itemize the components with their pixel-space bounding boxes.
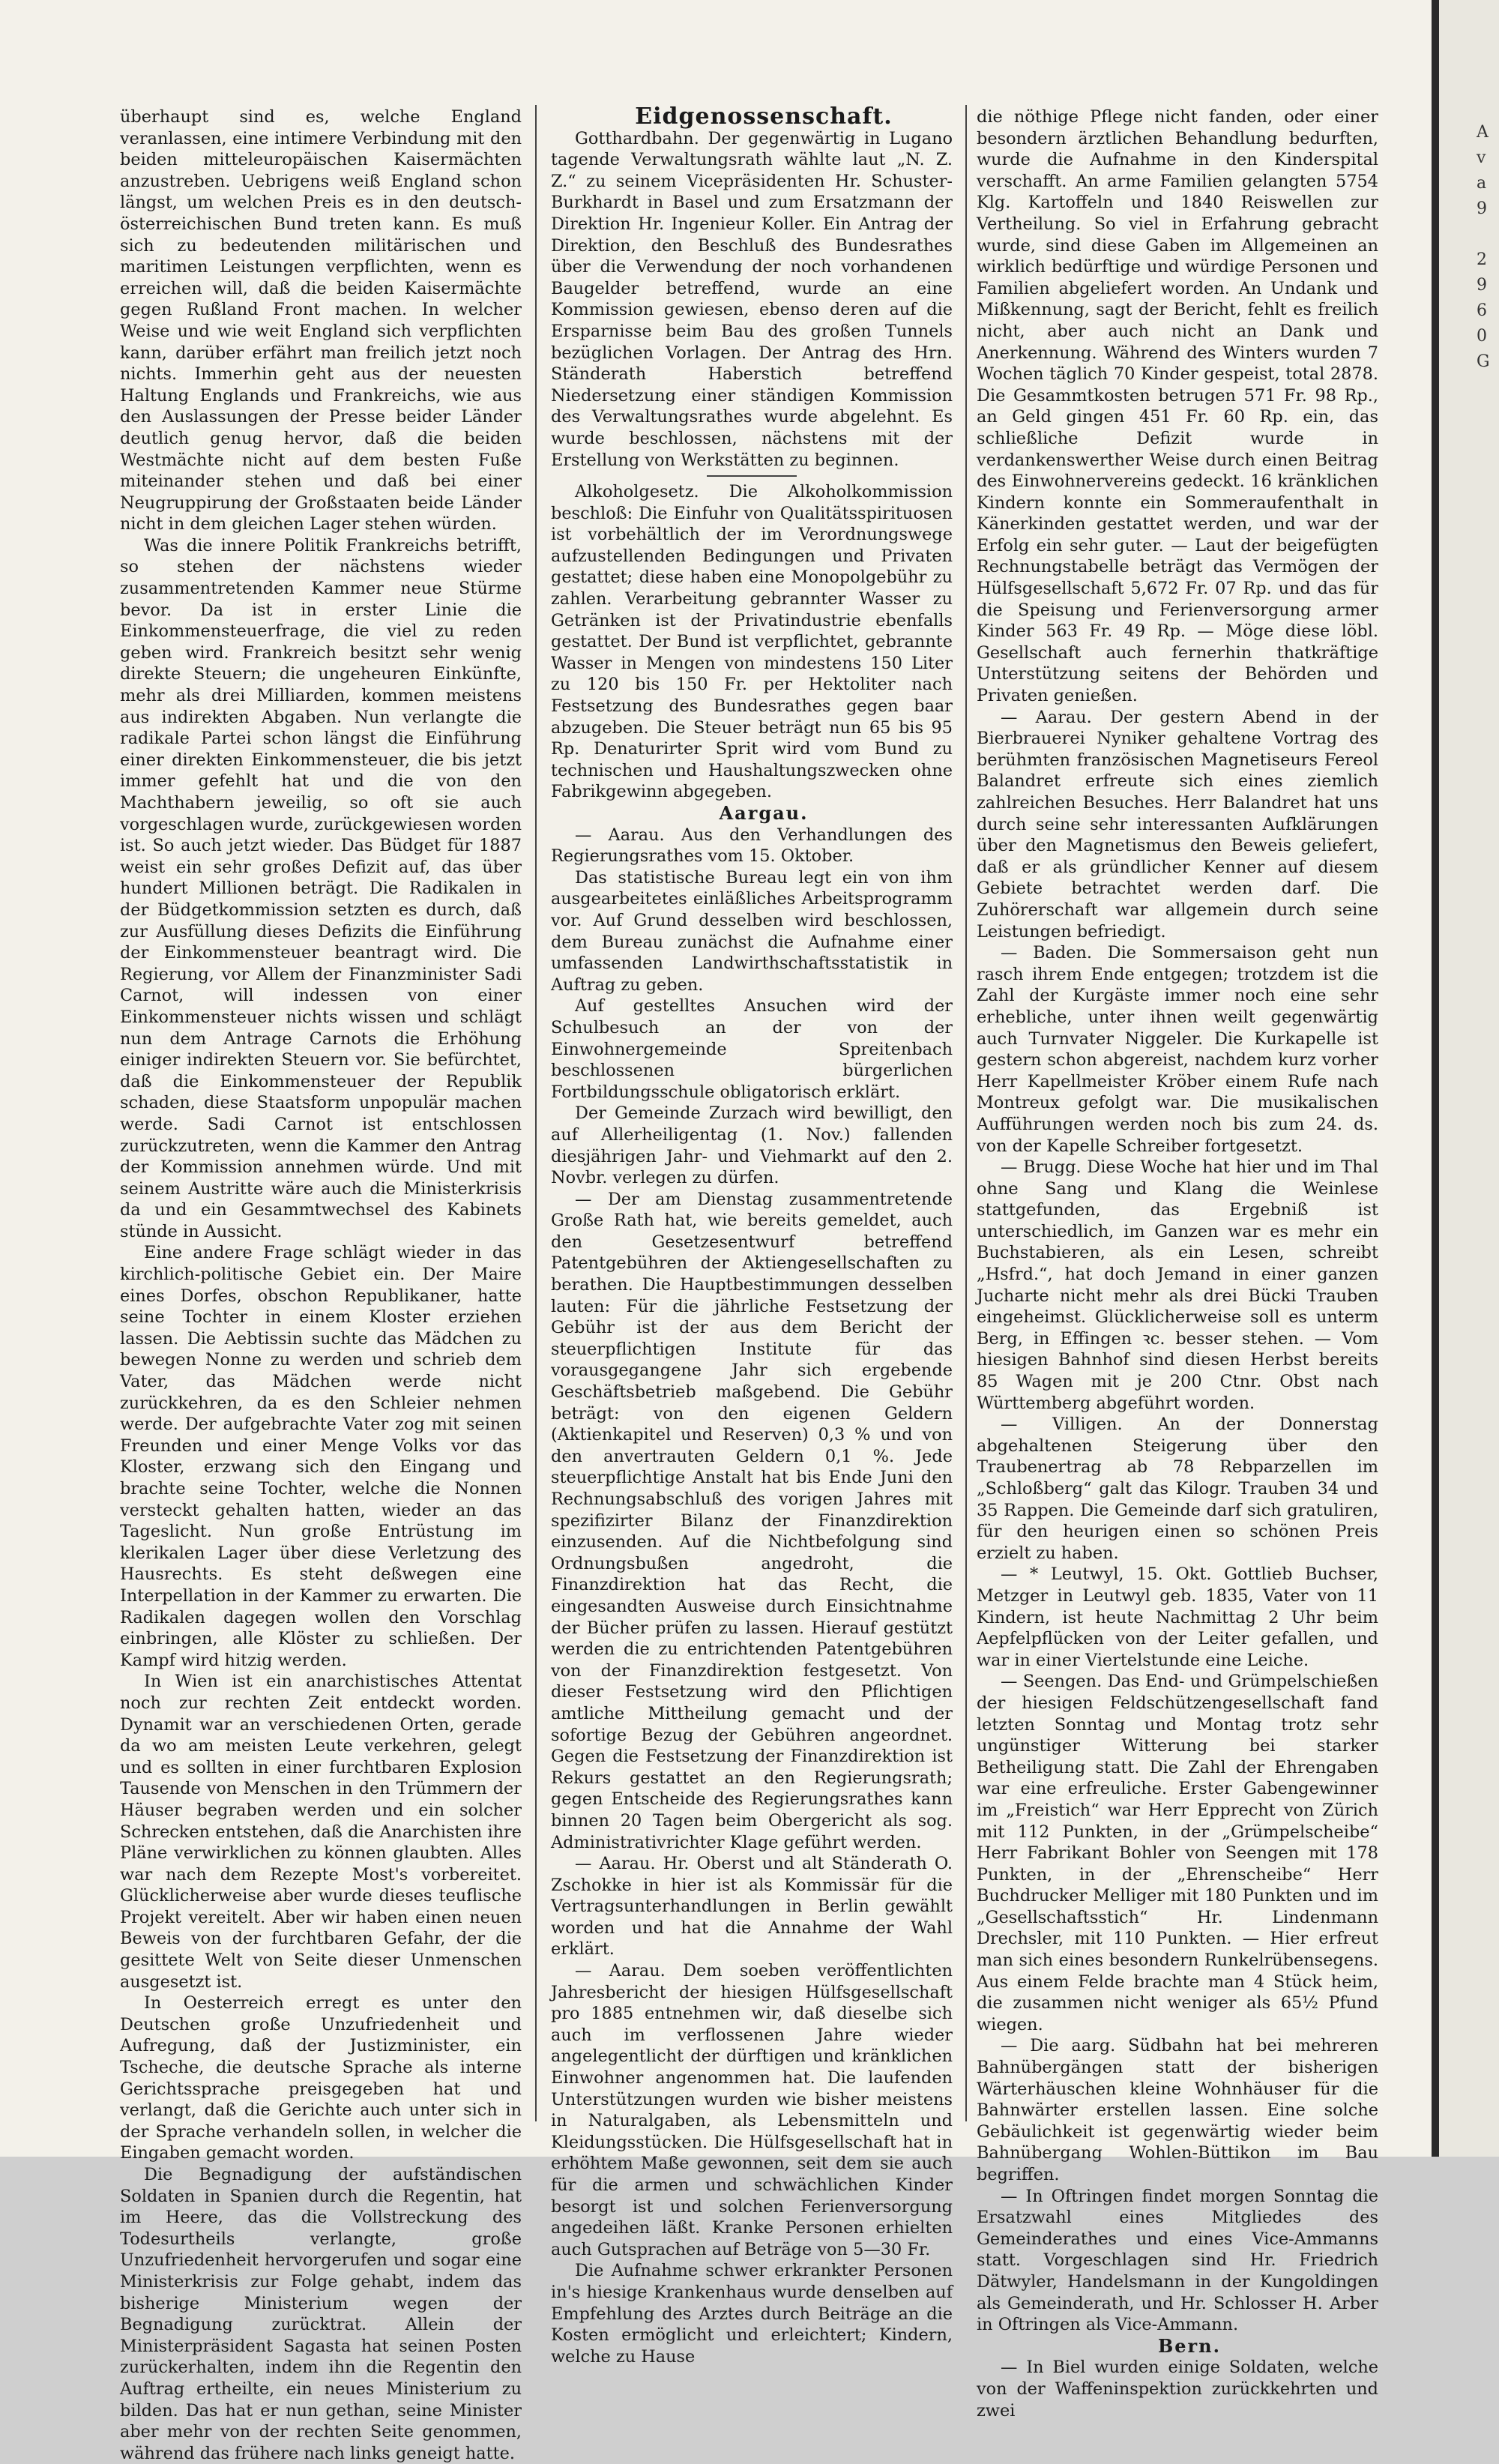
paragraph: Eine andere Frage schlägt wieder in das kirchlich-politische Gebiet ein. Der Maire eines Dorfes, obschon Republikaner, hatte seine Tochter in einem Kloster erziehen lassen. Die Aebtissin suchte das Mädchen zu bewegen Nonne zu werden und schrieb dem Vater, das Mädchen werde nicht zurückkehren, da es den Schleier nehmen werde. Der aufgebrachte Vater zog mit seinen Freunden und einer Menge Volks vor das Kloster, erzwang sich den Eingang und brachte seine Tochter, welche die Nonnen versteckt gehalten hatten, wieder an das Tageslicht. Nun große Entrüstung im klerikalen Lager über diese Verletzung des Hausrechts. Es steht deßwegen eine Interpellation in der Kammer zu erwarten. Die Radikalen dagegen wollen den Vorschlag einbringen, alle Klöster zu schließen. Der Kampf wird hitzig werden.: [120, 1243, 522, 1670]
column-rule-left: [535, 105, 537, 2121]
paragraph: — Brugg. Diese Woche hat hier und im Thal ohne Sang und Klang die Weinlese stattgefunden, das Ergebniß ist unterschiedlich, im Ganzen war es mehr ein Buchstabieren, als ein Lesen, schreibt „Hsfrd.“, hat doch Jemand in einer ganzen Jucharte nicht mehr als drei Bücki Trauben eingeheimst. Glücklicherweise soll es unterm Berg, in Effingen ꝛc. besser stehen. — Vom hiesigen Bahnhof sind diesen Herbst bereits 85 Wagen mit je 200 Ctnr. Obst nach Württemberg abgeführt worden.: [977, 1157, 1378, 1413]
paragraph: Der Gemeinde Zurzach wird bewilligt, den auf Allerheiligentag (1. Nov.) fallenden diesjährigen Jahr- und Viehmarkt auf den 2. Novbr. verlegen zu dürfen.: [551, 1103, 953, 1188]
section-heading-aargau: Aargau.: [719, 802, 809, 824]
paragraph: Alkoholgesetz. Die Alkoholkommission beschloß: Die Einfuhr von Qualitätsspirituosen ist vorbehältlich der im Verordnungswege aufzustellenden Bedingungen und Privaten gestattet; diese haben eine Monopolgebühr zu zahlen. Verarbeitung gebrannter Wasser zu Getränken ist der Privatindustrie ebenfalls gestattet. Der Bund ist verpflichtet, gebrannte Wasser in Mengen von mindestens 150 Liter zu 120 bis 150 Fr. per Hektoliter nach Festsetzung des Bundesrathes gegen baar abzugeben. Die Steuer beträgt nun 65 bis 95 Rp. Denaturirter Sprit wird vom Bund zu technischen und Haushaltungszwecken ohne Fabrikgewinn abgegeben.: [551, 482, 953, 802]
paragraph: Was die innere Politik Frankreichs betrifft, so stehen der nächstens wieder zusammentretenden Kammer neue Stürme bevor. Da ist in erster Linie die Einkommensteuerfrage, die viel zu reden geben wird. Frankreich besitzt sehr wenig direkte Steuern; die ungeheuren Einkünfte, mehr als drei Milliarden, kommen meistens aus indirekten Abgaben. Nun verlangte die radikale Partei schon längst die Einführung einer direkten Einkommensteuer, die bis jetzt immer gefehlt hat und die von den Machthabern jeweilig, so oft sie auch vorgeschlagen wurde, zurückgewiesen worden ist. So auch jetzt wieder. Das Büdget für 1887 weist ein sehr großes Defizit auf, das über hundert Millionen beträgt. Die Radikalen in der Büdgetkommission setzten es durch, daß zur Ausfüllung dieses Defizits die Einführung der Einkommensteuer beantragt wird. Die Regierung, vor Allem der Finanzminister Sadi Carnot, will indessen von einer Einkommensteuer nichts wissen und schlägt nun dem Antrage Carnots die Erhöhung einiger indirekten Steuern vor. Sie befürchtet, daß die Einkommensteuer der Republik schaden, diese Staatsform unpopulär machen werde. Sadi Carnot ist entschlossen zurückzutreten, wenn die Kammer den Antrag der Kommission annehmen würde. Und mit seinem Austritte wäre auch die Ministerkrisis da und ein Gesammtwechsel des Kabinets stünde in Aussicht.: [120, 535, 522, 1241]
paragraph: In Oesterreich erregt es unter den Deutschen große Unzufriedenheit und Aufregung, daß der Justizminister, ein Tscheche, die deutsche Sprache als interne Gerichtssprache preisgegeben hat und verlangt, daß die Gerichte auch unter sich in der Sprache verhandeln sollen, in welcher die Eingaben gemacht worden.: [120, 1993, 522, 2163]
edge-fragment: A: [1477, 123, 1489, 142]
paragraph: Die Aufnahme schwer erkrankter Personen in's hiesige Krankenhaus wurde denselben auf Empfehlung des Arztes durch Beiträge an die Kosten ermöglicht und erleichtert; Kindern, welche zu Hause: [551, 2261, 953, 2367]
paragraph: — In Oftringen findet morgen Sonntag die Ersatzwahl eines Mitgliedes des Gemeinderathes und eines Vice-Ammanns statt. Vorgeschlagen sind Hr. Friedrich Dätwyler, Handelsmann in der Kungoldingen als Gemeinderath, und Hr. Schlosser H. Arber in Oftringen als Vice-Ammann.: [977, 2186, 1378, 2335]
paragraph: — Aarau. Der gestern Abend in der Bierbrauerei Nyniker gehaltene Vortrag des berühmten französischen Magnetiseurs Fereol Balandret erfreute sich eines ziemlich zahlreichen Besuches. Herr Balandret hat uns durch seine sehr interessanten Aufklärungen über den Magnetismus den Beweis geliefert, daß er als gründlicher Kenner auf diesem Gebiete betrachtet werden darf. Die Zuhörerschaft war allgemein durch seine Leistungen befriedigt.: [977, 707, 1378, 942]
paragraph: — Aarau. Dem soeben veröffentlichten Jahresbericht der hiesigen Hülfsgesellschaft pro 1885 entnehmen wir, daß dieselbe sich auch im verflossenen Jahre wieder angelegentlicht der dürftigen und kränklichen Einwohner angenommen hat. Die laufenden Unterstützungen wurden wie bisher meistens in Naturalgaben, als Lebensmitteln und Kleidungsstücken. Die Hülfsgesellschaft hat in erhöhtem Maße gewonnen, seit dem sie auch für die armen und schwächlichen Kinder besorgt ist und solchen Ferienversorgung angedeihen läßt. Kranke Personen erhielten auch Gutsprachen auf Beträge von 5—30 Fr.: [551, 1961, 953, 2259]
paragraph: — Baden. Die Sommersaison geht nun rasch ihrem Ende entgegen; trotzdem ist die Zahl der Kurgäste immer noch eine sehr erhebliche, unter ihnen weilt gegenwärtig auch Turnvater Niggeler. Die Kurkapelle ist gestern schon abgereist, nachdem kurz vorher Herr Kapellmeister Kröber einem Rufe nach Montreux gefolgt war. Die musikalischen Aufführungen werden noch bis zum 24. ds. von der Kapelle Schreiber fortgesetzt.: [977, 943, 1378, 1156]
paragraph: überhaupt sind es, welche England veranlassen, eine intimere Verbindung mit den beiden mitteleuropäischen Kaisermächten anzustreben. Uebrigens weiß England schon längst, um welchen Preis es in den deutsch-österreichischen Bund treten kann. Es muß sich zu bedeutenden militärischen und maritimen Leistungen verpflichten, wenn es erreichen will, daß die beiden Kaisermächte gegen Rußland Front machen. In welcher Weise und wie weit England sich verpflichten kann, darüber erfährt man freilich jetzt noch nichts. Immerhin geht aus der neuesten Haltung Englands und Frankreichs, wie aus den Auslassungen der Presse beider Länder deutlich genug hervor, daß die beiden Westmächte nicht auf dem besten Fuße miteinander stehen und daß bei einer Neugruppirung der Großstaaten beide Länder nicht in dem gleichen Lager stehen würden.: [120, 107, 522, 534]
column-rule-right: [965, 105, 967, 2121]
edge-fragment: a: [1477, 174, 1487, 193]
section-heading-bern: Bern.: [1157, 2334, 1221, 2357]
edge-fragment: 9: [1477, 199, 1487, 218]
paragraph: — Aarau. Hr. Oberst und alt Ständerath O. Zschokke in hier ist als Kommissär für die Vertragsunterhandlungen in Berlin gewählt worden und hat die Annahme der Wahl erklärt.: [551, 1854, 953, 1960]
paragraph: — In Biel wurden einige Soldaten, welche von der Waffeninspektion zurückkehrten und zwei: [977, 2358, 1378, 2421]
edge-fragment: 9: [1477, 276, 1487, 295]
column-local-news: [977, 106, 1378, 2421]
divider: [707, 475, 797, 477]
paragraph: Auf gestelltes Ansuchen wird der Schulbesuch an der von der Einwohnergemeinde Spreitenbach beschlossenen bürgerlichen Fortbildungsschule obligatorisch erklärt.: [551, 996, 953, 1102]
paragraph: — Villigen. An der Donnerstag abgehaltenen Steigerung über den Traubenertrag ab 78 Rebparzellen im „Schloßberg“ galt das Kilogr. Trauben 34 und 35 Rappen. Die Gemeinde darf sich gratuliren, für den heurigen einen so schönen Preis erzielt zu haben.: [977, 1415, 1378, 1563]
paragraph: die nöthige Pflege nicht fanden, oder einer besondern ärztlichen Behandlung bedurften, wurde die Aufnahme in den Kinderspital verschafft. An arme Familien gelangten 5754 Klg. Kartoffeln und 1840 Reiswellen zur Vertheilung. So viel in Erfahrung gebracht wurde, sind diese Gaben im Allgemeinen an wirklich bedürftige und würdige Personen und Familien abgeliefert worden. An Undank und Mißkennung, sagt der Bericht, fehlt es freilich nicht, aber auch nicht an Dank und Anerkennung. Während des Winters wurden 7 Wochen täglich 70 Kinder gespeist, total 2878. Die Gesammtkosten betrugen 571 Fr. 98 Rp., an Geld gingen 451 Fr. 60 Rp. ein, das schließliche Defizit wurde in verdankenswerther Weise durch einen Beitrag des Einwohnervereins gedeckt. 16 kränklichen Kindern konnte ein Sommeraufenthalt in Känerkinden gestattet werden, und war der Erfolg ein sehr guter. — Laut der beigefügten Rechnungstabelle beträgt das Vermögen der Hülfsgesellschaft 5,672 Fr. 07 Rp. und das für die Speisung und Ferienversorgung armer Kinder 563 Fr. 49 Rp. — Möge diese löbl. Gesellschaft auch fernerhin thatkräftige Unterstützung seitens der Behörden und Privaten genießen.: [977, 107, 1378, 706]
edge-fragment: G: [1477, 352, 1490, 371]
edge-fragment: 6: [1477, 301, 1487, 320]
paragraph: Gotthardbahn. Der gegenwärtig in Lugano tagende Verwaltungsrath wählte laut „N. Z. Z.“ zu seinem Vicepräsidenten Hr. Schuster-Burkhardt in Basel und zum Ersatzmann der Direktion Hr. Ingenieur Koller. Ein Antrag der Direktion, den Beschluß des Bundesrathes über die Verwendung der noch vorhandenen Baugelder betreffend, wurde an eine Kommission gewiesen, ebenso deren auf die Ersparnisse beim Bau des großen Tunnels bezüglichen Vorlagen. Der Antrag des Hrn. Ständerath Haberstich betreffend Niedersetzung einer ständigen Kommission des Verwaltungsrathes wurde abgelehnt. Es wurde beschlossen, nächstens mit der Erstellung von Werkstätten zu beginnen.: [551, 128, 953, 470]
edge-fragment: v: [1477, 148, 1486, 167]
paragraph: — Seengen. Das End- und Grümpelschießen der hiesigen Feldschützengesellschaft fand letzten Sonntag und Montag trotz sehr ungünstiger Witterung bei starker Betheiligung statt. Die Zahl der Ehrengaben war eine erfreuliche. Erster Gabengewinner im „Freistich“ war Herr Epprecht von Zürich mit 112 Punkten, in der „Grümpelscheibe“ Herr Fabrikant Bohler von Seengen mit 178 Punkten, in der „Ehrenscheibe“ Herr Buchdrucker Melliger mit 180 Punkten und im „Gesellschaftsstich“ Hr. Lindenmann Drechsler, mit 110 Punkten. — Hier erfreut man sich eines besondern Runkelrübensegens. Aus einem Felde brachte man 4 Stück heim, die zusammen nicht weniger als 65½ Pfund wiegen.: [977, 1672, 1378, 2034]
paragraph: — * Leutwyl, 15. Okt. Gottlieb Buchser, Metzger in Leutwyl geb. 1835, Vater von 11 Kindern, ist heute Nachmittag 2 Uhr beim Aepfelpflücken von der Leiter gefallen, und war in einer Viertelstunde eine Leiche.: [977, 1564, 1378, 1670]
paragraph: — Aarau. Aus den Verhandlungen des Regierungsrathes vom 15. Oktober.: [551, 825, 953, 867]
paragraph: — Der am Dienstag zusammentretende Große Rath hat, wie bereits gemeldet, auch den Gesetzesentwurf betreffend Patentgebühren der Aktiengesellschaften zu berathen. Die Hauptbestimmungen desselben lauten: Für die jährliche Festsetzung der Gebühr ist der aus dem Bericht der steuerpflichtigen Institute für das vorausgegangene Jahr sich ergebende Geschäftsbetrieb maßgebend. Die Gebühr beträgt: von den eigenen Geldern (Aktienkapitel und Reserven) 0,3 % und von den anvertrauten Geldern 0,1 %. Jede steuerpflichtige Anstalt hat bis Ende Juni den Rechnungsabschluß des vorigen Jahres mit spezifizirter Bilanz der Finanzdirektion einzusenden. Auf die Nichtbefolgung sind Ordnungsbußen angedroht, die Finanzdirektion hat das Recht, die eingesandten Ausweise durch Einsichtnahme der Bücher prüfen zu lassen. Hierauf gestützt werden die zu entrichtenden Patentgebühren von der Finanzdirektion festgesetzt. Von dieser Festsetzung wird den Pflichtigen amtliche Mittheilung gemacht und der sofortige Bezug der Gebühren angeordnet. Gegen die Festsetzung der Finanzdirektion ist Rekurs gestattet an den Regierungsrath; gegen Entscheide des Regierungsrathes kann binnen 20 Tagen beim Obergericht als sog. Administrativrichter Klage geführt werden.: [551, 1189, 953, 1852]
edge-fragment: 0: [1477, 327, 1487, 346]
paragraph: Die Begnadigung der aufständischen Soldaten in Spanien durch die Regentin, hat im Heere, das die Vollstreckung des Todesurtheils verlangte, große Unzufriedenheit hervorgerufen und sogar eine Ministerkrisis zur Folge gehabt, indem das bisherige Ministerium wegen der Begnadigung zurücktrat. Allein der Ministerpräsident Sagasta hat seinen Posten zurückerhalten, indem ihn die Regentin den Auftrag ertheilte, ein neues Ministerium zu bilden. Das hat er nun gethan, seine Minister aber mehr von der rechten Seite genommen, während das frühere nach links geneigt hatte.: [120, 2165, 522, 2463]
paragraph: In Wien ist ein anarchistisches Attentat noch zur rechten Zeit entdeckt worden. Dynamit war an verschiedenen Orten, gerade da wo am meisten Leute verkehren, gelegt und es sollten in einer furchtbaren Explosion Tausende von Menschen in den Trümmern der Häuser begraben werden und ein solcher Schrecken entstehen, daß die Anarchisten ihre Pläne verwirklichen zu können glaubten. Alles war nach dem Rezepte Most's vorbereitet. Glücklicherweise aber wurde dieses teuflische Projekt vereitelt. Aber wir haben einen neuen Beweis von der furchtbaren Gefahr, der die gesittete Welt von Seite dieser Unmenschen ausgesetzt ist.: [120, 1672, 522, 1992]
adjacent-page-edge: [1432, 0, 1499, 2157]
paragraph: Das statistische Bureau legt ein von ihm ausgearbeitetes einläßliches Arbeitsprogramm vor. Auf Grund desselben wird beschlossen, dem Bureau zunächst die Aufnahme einer umfassenden Landwirthschaftsstatistik in Auftrag zu geben.: [551, 867, 953, 995]
edge-fragment: 2: [1477, 250, 1487, 269]
column-foreign-news: [120, 106, 522, 2464]
section-heading-eidgenossenschaft: Eidgenossenschaft.: [635, 103, 893, 130]
column-confederation: [551, 103, 953, 2367]
paragraph: — Die aarg. Südbahn hat bei mehreren Bahnübergängen statt der bisherigen Wärterhäuschen kleine Wohnhäuser für die Bahnwärter erstellen lassen. Eine solche Gebäulichkeit ist gegenwärtig wieder beim Bahnübergang Wohlen-Büttikon im Bau begriffen.: [977, 2036, 1378, 2184]
